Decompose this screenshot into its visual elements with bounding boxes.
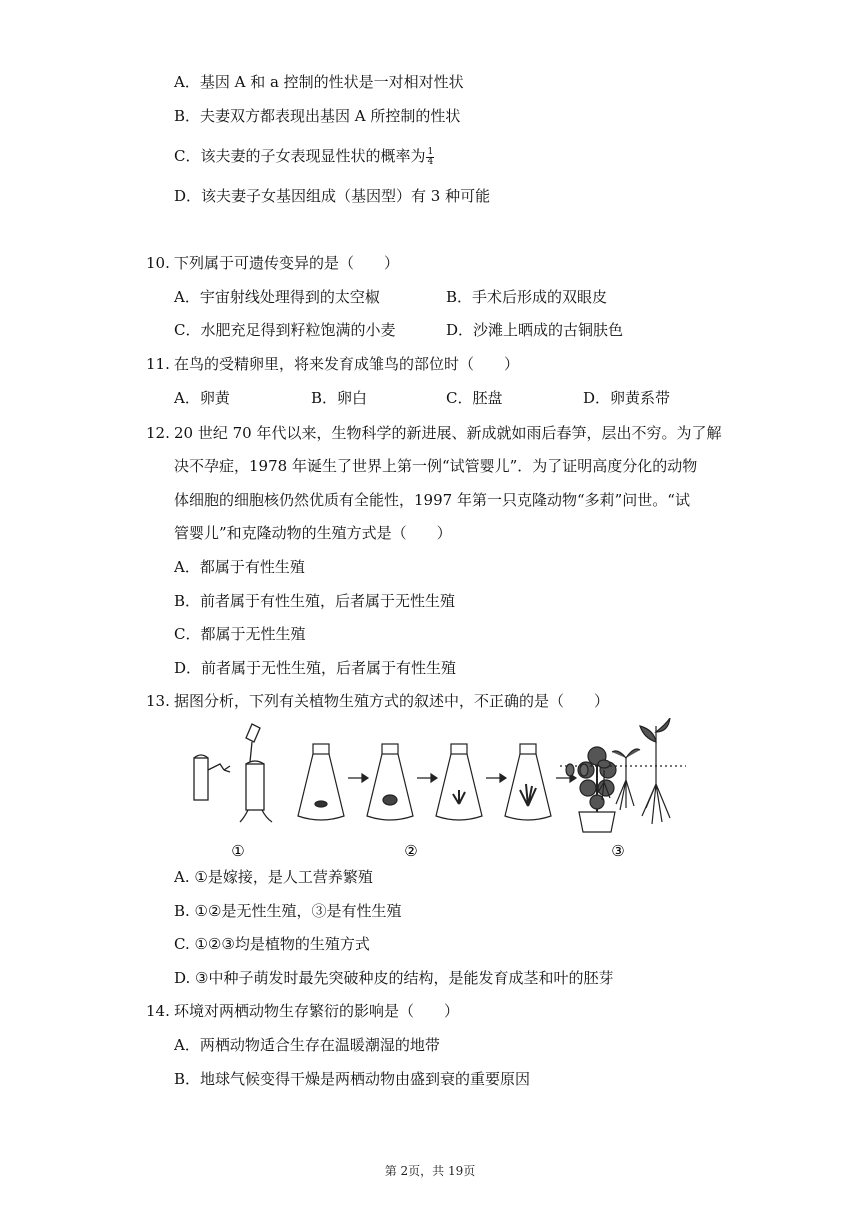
grafting-drawing bbox=[194, 724, 272, 822]
q10-option-a: A．宇宙射线处理得到的太空椒 bbox=[174, 288, 380, 306]
q11-option-c: C．胚盘 bbox=[446, 389, 503, 407]
q14-option-a: A．两栖动物适合生存在温暖潮湿的地带 bbox=[174, 1036, 440, 1054]
q13-stem: 据图分析，下列有关植物生殖方式的叙述中，不正确的是（ ） bbox=[174, 692, 610, 710]
q9-option-c-text: C．该夫妻的子女表现显性状的概率为 bbox=[174, 147, 426, 165]
grafted-stump bbox=[246, 764, 264, 810]
q9-option-d: D．该夫妻子女基因组成（基因型）有 3 种可能 bbox=[174, 187, 491, 205]
seedling-1 bbox=[596, 770, 610, 800]
figure-label-3: ③ bbox=[611, 842, 625, 860]
q12-option-a: A．都属于有性生殖 bbox=[174, 558, 305, 576]
flask-1 bbox=[298, 744, 344, 820]
q10-number: 10. bbox=[146, 254, 170, 272]
fraction bbox=[426, 148, 434, 167]
figure-label-2: ② bbox=[404, 842, 418, 860]
q12-option-c: C．都属于无性生殖 bbox=[174, 625, 306, 643]
q11-option-a: A．卵黄 bbox=[174, 389, 230, 407]
q12-stem-line-4: 管婴儿”和克隆动物的生殖方式是（ ） bbox=[174, 524, 452, 542]
q14-option-b: B．地球气候变得干燥是两栖动物由盛到衰的重要原因 bbox=[174, 1070, 531, 1088]
flask-3 bbox=[436, 744, 482, 820]
page-footer: 第 2页，共 19页 bbox=[384, 1164, 476, 1178]
rootstock-stump bbox=[194, 758, 208, 800]
q10-option-b: B．手术后形成的双眼皮 bbox=[446, 288, 608, 306]
q13-option-b: B. ①②是无性生殖，③是有性生殖 bbox=[174, 902, 402, 920]
flask-4 bbox=[505, 744, 551, 820]
q14-number: 14. bbox=[146, 1002, 170, 1020]
q13-number: 13. bbox=[146, 692, 170, 710]
q12-number: 12. bbox=[146, 424, 170, 442]
q10-option-d: D．沙滩上晒成的古铜肤色 bbox=[446, 321, 624, 339]
figure-labels bbox=[231, 842, 417, 860]
q12-option-d: D．前者属于无性生殖，后者属于有性生殖 bbox=[174, 659, 457, 677]
q10-option-c: C．水肥充足得到籽粒饱满的小麦 bbox=[174, 321, 396, 339]
q11-option-d: D．卵黄系带 bbox=[583, 389, 671, 407]
q11-stem: 在鸟的受精卵里，将来发育成雏鸟的部位时（ ） bbox=[174, 355, 520, 373]
fraction-numerator: 1 bbox=[427, 146, 434, 157]
q12-stem-line-3: 体细胞的细胞核仍然优质有全能性，1997 年第一只克隆动物“多莉”问世。“试 bbox=[174, 491, 690, 509]
q10-stem: 下列属于可遗传变异的是（ ） bbox=[174, 254, 400, 272]
scion-cut bbox=[208, 764, 224, 770]
q14-stem: 环境对两栖动物生存繁衍的影响是（ ） bbox=[174, 1002, 460, 1020]
q11-option-b: B．卵白 bbox=[311, 389, 368, 407]
q13-option-d: D. ③中种子萌发时最先突破种皮的结构，是能发育成茎和叶的胚芽 bbox=[174, 969, 614, 987]
q11-number: 11. bbox=[146, 355, 170, 373]
fraction-denominator: 4 bbox=[427, 156, 434, 167]
scion-arrow bbox=[246, 724, 260, 742]
q12-stem-line-2: 决不孕症，1978 年诞生了世界上第一例“试管婴儿”．为了证明高度分化的动物 bbox=[174, 457, 698, 475]
flask-2 bbox=[367, 744, 413, 820]
figure-label-1: ① bbox=[231, 842, 245, 860]
q9-option-c bbox=[174, 146, 434, 167]
q12-stem-line-1: 20 世纪 70 年代以来，生物科学的新进展、新成就如雨后春笋，层出不穷。为了解 bbox=[174, 424, 722, 442]
q13-option-c: C. ①②③均是植物的生殖方式 bbox=[174, 935, 370, 953]
q13-option-a: A. ①是嫁接，是人工营养繁殖 bbox=[174, 868, 373, 886]
q9-option-a: A．基因 A 和 a 控制的性状是一对相对性状 bbox=[174, 73, 464, 91]
seed-germination-drawing bbox=[560, 718, 686, 864]
q12-option-b: B．前者属于有性生殖，后者属于无性生殖 bbox=[174, 592, 456, 610]
q9-option-b: B．夫妻双方都表现出基因 A 所控制的性状 bbox=[174, 107, 461, 125]
